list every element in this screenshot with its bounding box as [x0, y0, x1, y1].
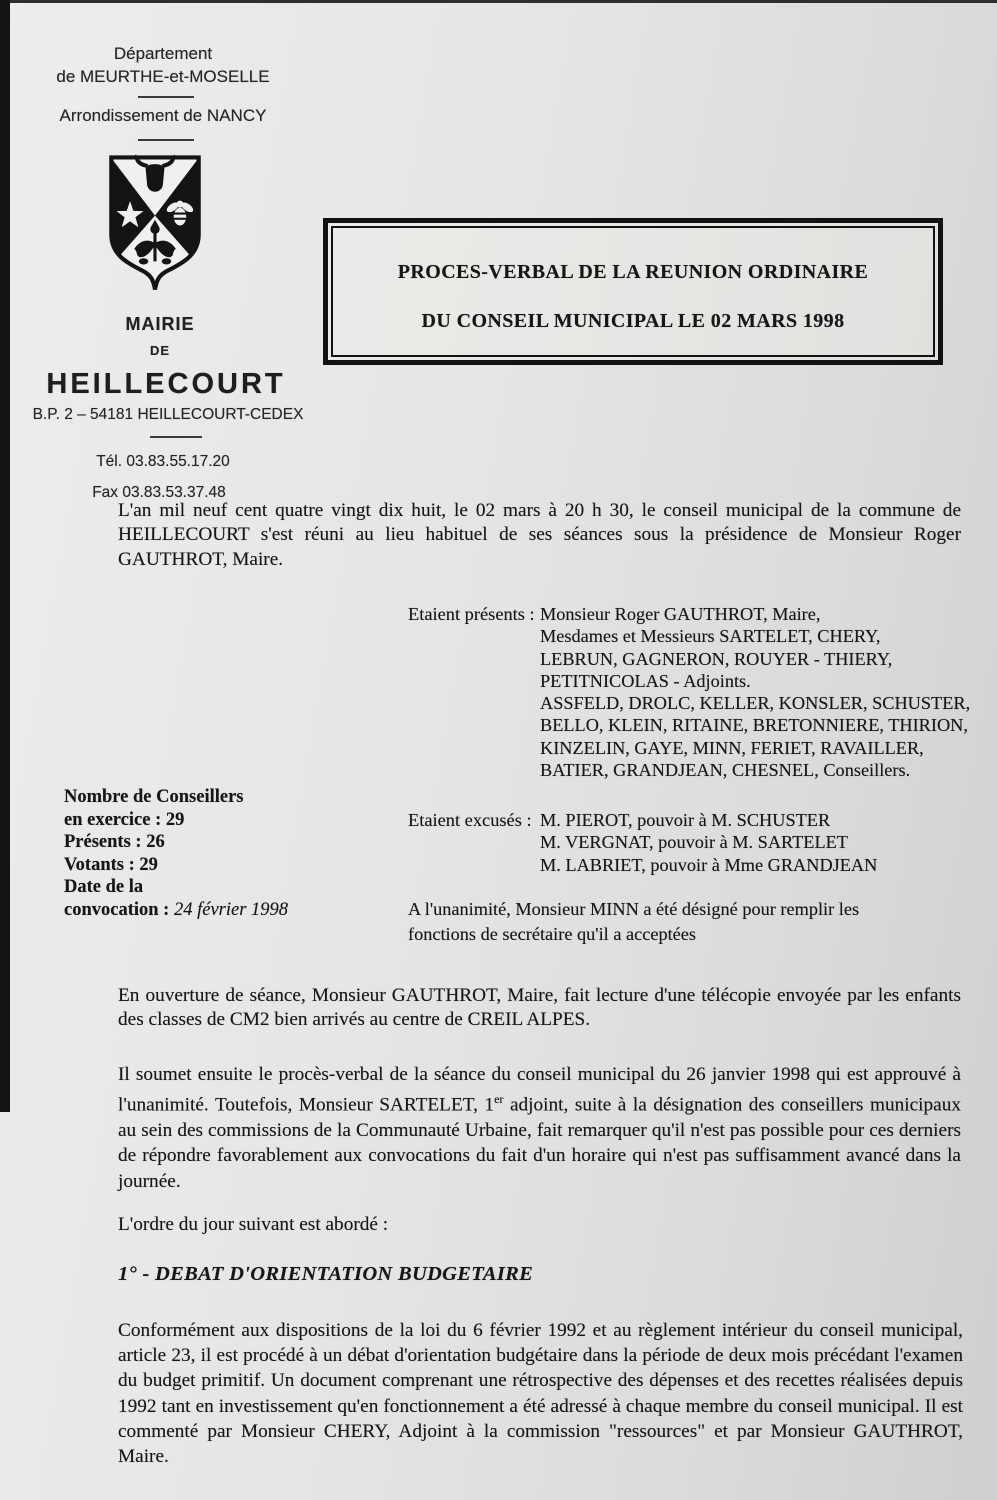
ordinal-sup: er: [494, 1092, 504, 1107]
proces-verbal-paragraph: [118, 1062, 961, 1194]
departement-block: [0, 42, 326, 88]
title-box-inner: [331, 226, 935, 357]
section-1-heading: 1° - DEBAT D'ORIENTATION BUDGETAIRE: [118, 1263, 534, 1285]
city-name: HEILLECOURT: [46, 368, 286, 400]
secretary-note: A l'unanimité, Monsieur MINN a été désigné pour remplir les fonctions de secrétaire qu'il a acceptées: [408, 899, 860, 944]
title-box: [323, 218, 943, 365]
departement-line2: de MEURTHE-et-MOSELLE: [56, 67, 270, 86]
intro-paragraph: L'an mil neuf cent quatre vingt dix huit, le 02 mars à 20 h 30, le conseil municipal de la commune de HEILLECOURT s'est réuni au lieu habituel de ses séances sous la présidence de Monsieur Roger GAUTHROT, Maire.: [118, 500, 961, 570]
present-label: Etaient présents :: [408, 604, 535, 624]
arrondissement-line: Arrondissement de NANCY: [59, 106, 267, 125]
present-line: LEBRUN, GAGNERON, ROUYER - THIERY,: [540, 648, 893, 669]
pv-text-2: adjoint, suite à la désignation des conseillers municipaux au sein des commissions de la Communauté Urbaine, fait remarquer qu'il n'est pas possible pour ces derniers de répondre favorablement aux convocations du fait d'un horaire qui n'est pas suffisamment avancé dans la journée.: [118, 1094, 961, 1192]
present-line: Monsieur Roger GAUTHROT, Maire,: [540, 604, 821, 624]
fax-line: Fax 03.83.53.37.48: [92, 484, 226, 501]
title-line-1: PROCES-VERBAL DE LA REUNION ORDINAIRE: [397, 261, 869, 283]
excused-list: [540, 809, 877, 876]
divider-rule: [150, 436, 202, 438]
de-label: DE: [149, 343, 171, 358]
departement-line1: Département: [113, 44, 213, 63]
present-line: ASSFELD, DROLC, KELLER, KONSLER, SCHUSTER,: [540, 693, 971, 714]
opening-paragraph: En ouverture de séance, Monsieur GAUTHROT, Maire, fait lecture d'une télécopie envoyée par les enfants des classes de CM2 bien arrivés au centre de CREIL ALPES.: [118, 985, 961, 1031]
present-line: Mesdames et Messieurs SARTELET, CHERY,: [540, 626, 881, 647]
counters-date-label: Date de la: [64, 877, 144, 898]
mairie-label: MAIRIE: [125, 314, 195, 334]
excused-label: Etaient excusés :: [408, 810, 532, 830]
present-list: [540, 603, 970, 781]
present-line: BELLO, KLEIN, RITAINE, BRETONNIERE, THIRION,: [540, 715, 968, 736]
convocation-date: 24 février 1998: [173, 899, 289, 920]
phone-line: Tél. 03.83.55.17.20: [96, 453, 230, 470]
divider-rule: [138, 139, 194, 141]
excused-line: M. LABRIET, pouvoir à Mme GRANDJEAN: [540, 854, 878, 875]
heillecourt-coat-of-arms-icon: [103, 151, 207, 299]
budget-paragraph: Conformément aux dispositions de la loi du 6 février 1992 et au règlement intérieur du conseil municipal, article 23, il est procédé à un débat d'orientation budgétaire dans la période de deux mois précédant l'examen du budget primitif. Un document comprenant une rétrospective des dépenses et des recettes réalisées depuis 1992 tant en investissement qu'en fonctionnement a été adressé à chaque membre du conseil municipal. Il est commenté par Monsieur CHERY, Adjoint à la commission "ressources" et par Monsieur GAUTHROT, Maire.: [118, 1320, 963, 1468]
address-line: B.P. 2 – 54181 HEILLECOURT-CEDEX: [32, 406, 304, 423]
pv-text-1: Il soumet ensuite le procès-verbal de la séance du conseil municipal du 26 janvier 1998 qui est approuvé à l'unanimité. Toutefois, Monsieur SARTELET, 1: [118, 1064, 961, 1116]
excused-line: M. PIEROT, pouvoir à M. SCHUSTER: [540, 810, 831, 830]
present-line: BATIER, GRANDJEAN, CHESNEL, Conseillers.: [540, 760, 911, 781]
present-line: KINZELIN, GAYE, MINN, FERIET, RAVAILLER,: [540, 737, 924, 758]
agenda-intro-line: L'ordre du jour suivant est abordé :: [118, 1214, 389, 1235]
convocation-label: convocation :: [64, 899, 174, 920]
council-counters: [64, 786, 288, 922]
scan-edge-left: [0, 0, 10, 1112]
title-line-2: DU CONSEIL MUNICIPAL LE 02 MARS 1998: [421, 310, 845, 332]
excused-line: M. VERGNAT, pouvoir à M. SARTELET: [540, 832, 848, 853]
scan-edge-top: [0, 0, 997, 3]
counters-presents: Présents : 26: [64, 832, 165, 853]
divider-rule: [138, 96, 194, 98]
present-line: PETITNICOLAS - Adjoints.: [540, 670, 751, 691]
counters-votants: Votants : 29: [64, 854, 158, 875]
counters-convocation: [64, 899, 288, 922]
counters-title: Nombre de Conseillers: [64, 787, 244, 807]
counters-exercice: en exercice : 29: [64, 809, 185, 830]
